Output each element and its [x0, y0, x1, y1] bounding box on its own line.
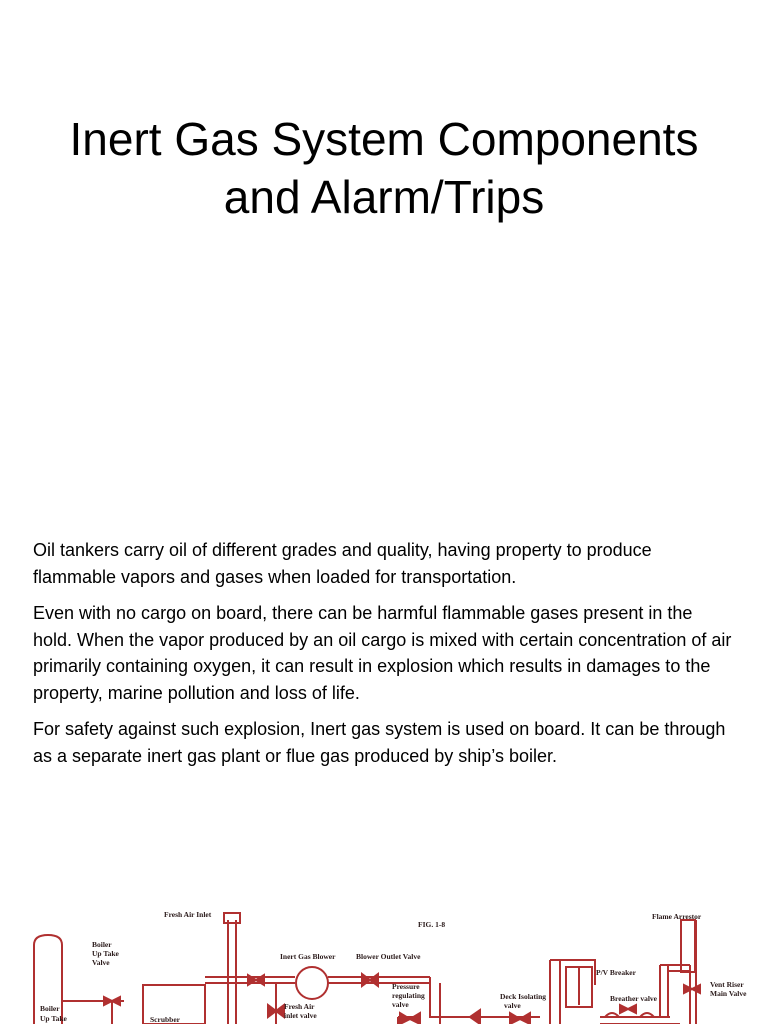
slide-body: [33, 537, 733, 779]
paragraph-2: Even with no cargo on board, there can be harmful flammable gases present in the hold. When the vapor produced by an oil cargo is mixed with certain concentration of air primarily containing oxygen, it can result in explosion which results in damages to the property, marine pollution and loss of life.: [33, 603, 732, 703]
diagram-svg: [0, 905, 768, 1024]
label-pv-breaker: P/V Breaker: [596, 968, 636, 977]
label-pressure-reg-1: Pressure: [392, 982, 420, 991]
main-riser: [228, 920, 236, 1024]
label-fresh-air-inlet: Fresh Air Inlet: [164, 910, 212, 919]
label-fig: FIG. 1-8: [418, 920, 446, 929]
inert-gas-system-diagram: [0, 905, 768, 1024]
label-deck-isolating-2: valve: [504, 1001, 521, 1010]
fresh-air-inlet-box: [224, 913, 240, 923]
paragraph-1: Oil tankers carry oil of different grades and quality, having property to produce flammable vapors and gases when loaded for transportation.: [33, 540, 652, 587]
label-deck-isolating-1: Deck Isolating: [500, 992, 547, 1001]
label-scrubber: Scrubber: [150, 1015, 180, 1024]
label-vent-riser-2: Main Valve: [710, 989, 747, 998]
label-boiler-1: Boiler: [40, 1004, 60, 1013]
blower-shape: [296, 967, 328, 999]
paragraph-3: For safety against such explosion, Inert gas system is used on board. It can be through as a separate inert gas plant or flue gas produced by ship’s boiler.: [33, 719, 726, 766]
label-inert-gas-blower: Inert Gas Blower: [280, 952, 336, 961]
label-boiler-uptake-1: Boiler: [92, 940, 112, 949]
label-fresh-air-valve-1: Fresh Air: [284, 1002, 315, 1011]
title-line-2: and Alarm/Trips: [223, 171, 545, 223]
label-boiler-uptake-3: Valve: [92, 958, 110, 967]
label-boiler-uptake-2: Up Take: [92, 949, 119, 958]
label-breather-valve: Breather valve: [610, 994, 658, 1003]
label-vent-riser-1: Vent Riser: [710, 980, 744, 989]
label-flame-arrestor: Flame Arrestor: [652, 912, 702, 921]
label-pressure-reg-2: regulating: [392, 991, 425, 1000]
slide-title: [0, 110, 768, 226]
label-boiler-2: Up Take: [40, 1014, 67, 1023]
title-line-1: Inert Gas System Components: [69, 113, 699, 165]
label-fresh-air-valve-2: inlet valve: [284, 1011, 317, 1020]
label-pressure-reg-3: valve: [392, 1000, 409, 1009]
label-blower-outlet-valve: Blower Outlet Valve: [356, 952, 421, 961]
